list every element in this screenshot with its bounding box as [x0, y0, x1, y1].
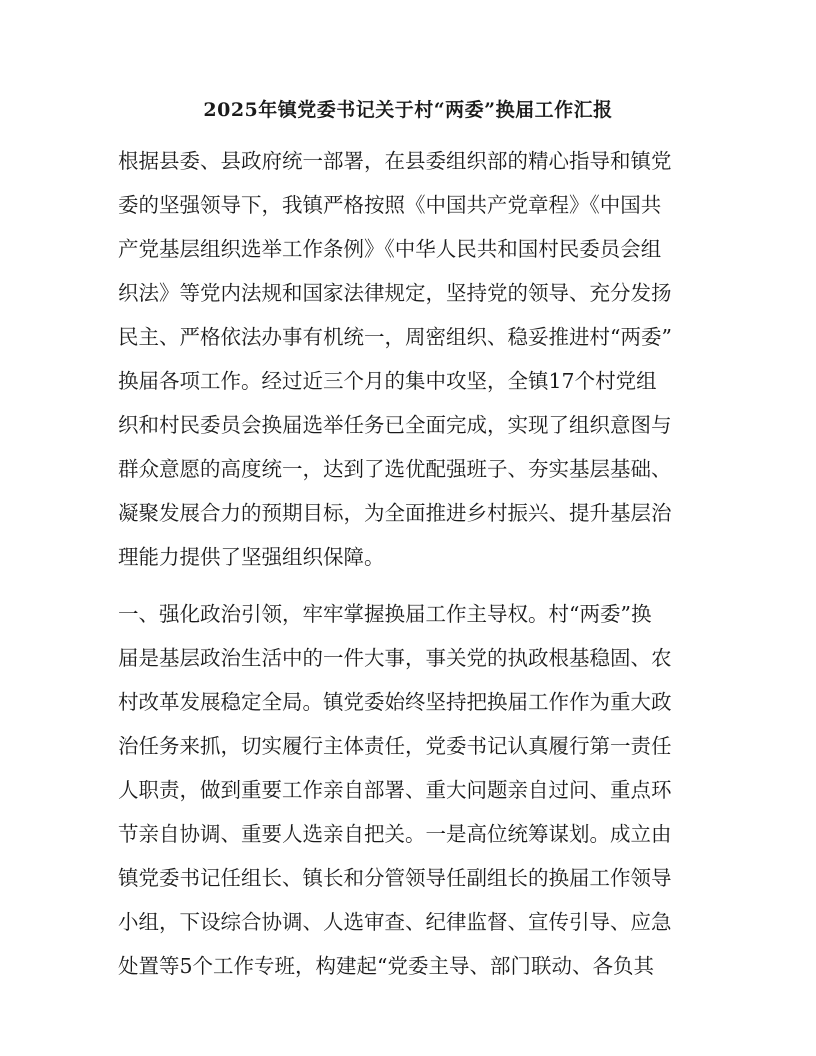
paragraph-1-line: 织法》等党内法规和国家法律规定，坚持党的领导、充分发扬: [118, 281, 672, 305]
document-title: 2025年镇党委书记关于村“两委”换届工作汇报: [203, 99, 613, 121]
paragraph-2-line: 届是基层政治生活中的一件大事，事关党的执政根基稳固、农: [118, 646, 672, 670]
paragraph-1-line: 委的坚强领导下，我镇严格按照《中国共产党章程》《中国共: [118, 193, 662, 217]
paragraph-2-line: 处置等5个工作专班，构建起“党委主导、部门联动、各负其: [118, 954, 655, 978]
paragraph-2-line: 人职责，做到重要工作亲自部署、重大问题亲自过问、重点环: [118, 778, 672, 802]
paragraph-2-line: 镇党委书记任组长、镇长和分管领导任副组长的换届工作领导: [118, 866, 672, 890]
paragraph-2-line: 治任务来抓，切实履行主体责任，党委书记认真履行第一责任: [118, 734, 672, 758]
paragraph-1-line: 织和村民委员会换届选举任务已全面完成，实现了组织意图与: [118, 413, 672, 437]
paragraph-1-line: 产党基层组织选举工作条例》《中华人民共和国村民委员会组: [118, 237, 662, 261]
paragraph-1-line: 根据县委、县政府统一部署，在县委组织部的精心指导和镇党: [118, 149, 672, 173]
paragraph-1-line: 理能力提供了坚强组织保障。: [118, 545, 385, 569]
paragraph-1-line: 民主、严格依法办事有机统一，周密组织、稳妥推进村“两委”: [118, 325, 672, 349]
paragraph-2-line: 小组，下设综合协调、人选审查、纪律监督、宣传引导、应急: [118, 910, 672, 934]
paragraph-2-line: 村改革发展稳定全局。镇党委始终坚持把换届工作作为重大政: [118, 690, 672, 714]
paragraph-2-line: 一、强化政治引领，牢牢掌握换届工作主导权。村“两委”换: [118, 602, 652, 626]
paragraph-2-line: 节亲自协调、重要人选亲自把关。一是高位统筹谋划。成立由: [118, 822, 672, 846]
paragraph-1-line: 换届各项工作。经过近三个月的集中攻坚，全镇17个村党组: [118, 369, 657, 393]
paragraph-1-line: 群众意愿的高度统一，达到了选优配强班子、夯实基层基础、: [118, 457, 672, 481]
paragraph-1-line: 凝聚发展合力的预期目标，为全面推进乡村振兴、提升基层治: [118, 501, 672, 525]
